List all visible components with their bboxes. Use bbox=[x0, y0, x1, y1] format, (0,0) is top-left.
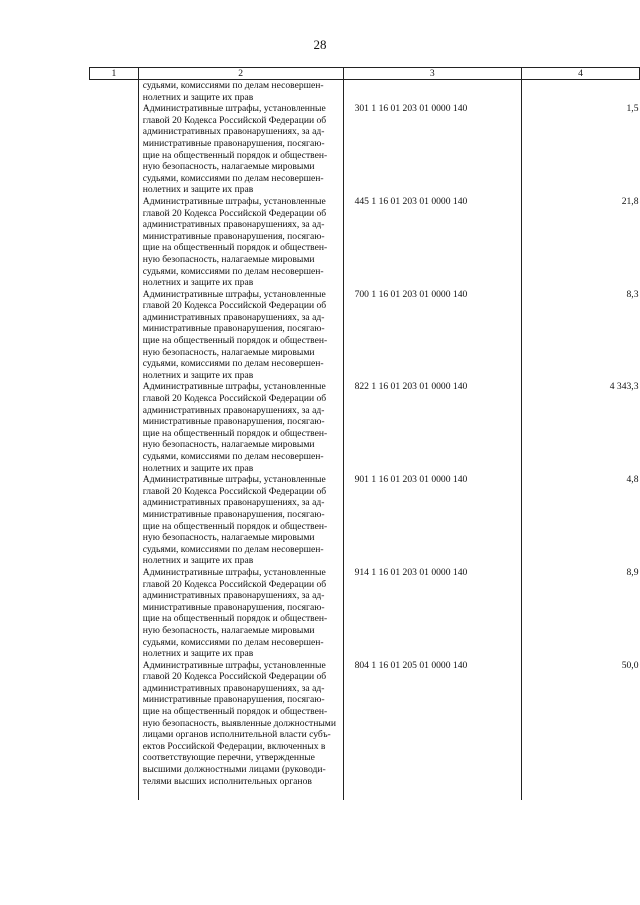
row-number-cell bbox=[90, 80, 139, 104]
income-name-cell: Административные штрафы, установленные главой 20 Кодекса Российской Федерации об административных правонарушениях, за ад- министративные правонарушения, посягаю- щие на общественный порядок и обществен- ную безопасность, налагаемые мировыми судьями, комиссиями по делам несовершен- нолетних и защите их прав bbox=[138, 474, 343, 567]
amount-cell: 8,9 bbox=[626, 566, 639, 578]
table-row bbox=[90, 474, 640, 567]
page-number: 28 bbox=[313, 37, 327, 52]
table-row bbox=[90, 660, 640, 800]
table-row bbox=[90, 196, 640, 289]
row-number-cell bbox=[90, 103, 139, 196]
table-header-row bbox=[90, 68, 640, 80]
budget-code-cell: 700 1 16 01 203 01 0000 140 bbox=[343, 289, 522, 382]
amount-cell: 8,3 bbox=[626, 288, 639, 300]
row-number-cell bbox=[90, 196, 139, 289]
income-name-cell: Административные штрафы, установленные главой 20 Кодекса Российской Федерации об административных правонарушениях, за ад- министративные правонарушения, посягаю- щие на общественный порядок и обществен- ную безопасность, налагаемые мировыми судьями, комиссиями по делам несовершен- нолетних и защите их прав bbox=[138, 567, 343, 660]
income-name-cell: Административные штрафы, установленные главой 20 Кодекса Российской Федерации об административных правонарушениях, за ад- министративные правонарушения, посягаю- щие на общественный порядок и обществен- ную безопасность, налагаемые мировыми судьями, комиссиями по делам несовершен- нолетних и защите их прав bbox=[138, 289, 343, 382]
budget-code-cell: 914 1 16 01 203 01 0000 140 bbox=[343, 567, 522, 660]
income-name-cell: Административные штрафы, установленные главой 20 Кодекса Российской Федерации об административных правонарушениях, за ад- министративные правонарушения, посягаю- щие на общественный порядок и обществен- ную безопасность, налагаемые мировыми судьями, комиссиями по делам несовершен- нолетних и защите их прав bbox=[138, 196, 343, 289]
column-header: 4 bbox=[522, 68, 640, 80]
income-name-cell: Административные штрафы, установленные главой 20 Кодекса Российской Федерации об административных правонарушениях, за ад- министративные правонарушения, посягаю- щие на общественный порядок и обществен- ную безопасность, выявленные должностными лицами органов исполнительной власти субъ- ектов Российской Федерации, включенных в соответствующие перечни, утвержденные высшими должностными лицами (руководи- телями высших исполнительных органов bbox=[138, 660, 343, 800]
table-row bbox=[90, 80, 640, 104]
amount-cell: 4,8 bbox=[626, 474, 639, 486]
table-row bbox=[90, 567, 640, 660]
amount-cell: 50,0 bbox=[621, 659, 639, 671]
budget-table bbox=[89, 67, 640, 800]
row-number-cell bbox=[90, 660, 139, 800]
income-name-cell: Административные штрафы, установленные главой 20 Кодекса Российской Федерации об административных правонарушениях, за ад- министративные правонарушения, посягаю- щие на общественный порядок и обществен- ную безопасность, налагаемые мировыми судьями, комиссиями по делам несовершен- нолетних и защите их прав bbox=[138, 103, 343, 196]
amount-cell: 4 343,3 bbox=[609, 381, 639, 393]
amount-cell: 1,5 bbox=[626, 103, 639, 115]
income-name-cell: судьями, комиссиями по делам несовершен- нолетних и защите их прав bbox=[138, 80, 343, 104]
budget-code-cell: 804 1 16 01 205 01 0000 140 bbox=[343, 660, 522, 800]
column-header: 1 bbox=[90, 68, 139, 80]
income-name-cell: Административные штрафы, установленные главой 20 Кодекса Российской Федерации об административных правонарушениях, за ад- министративные правонарушения, посягаю- щие на общественный порядок и обществен- ную безопасность, налагаемые мировыми судьями, комиссиями по делам несовершен- нолетних и защите их прав bbox=[138, 381, 343, 474]
amount-cell: 21,8 bbox=[621, 195, 639, 207]
column-header: 3 bbox=[343, 68, 522, 80]
table-row bbox=[90, 289, 640, 382]
budget-code-cell: 301 1 16 01 203 01 0000 140 bbox=[343, 103, 522, 196]
table-row bbox=[90, 381, 640, 474]
row-number-cell bbox=[90, 474, 139, 567]
budget-code-cell: 901 1 16 01 203 01 0000 140 bbox=[343, 474, 522, 567]
amount-cell bbox=[522, 80, 640, 104]
row-number-cell bbox=[90, 289, 139, 382]
budget-code-cell: 445 1 16 01 203 01 0000 140 bbox=[343, 196, 522, 289]
budget-code-cell bbox=[343, 80, 522, 104]
row-number-cell bbox=[90, 567, 139, 660]
budget-code-cell: 822 1 16 01 203 01 0000 140 bbox=[343, 381, 522, 474]
table-row bbox=[90, 103, 640, 196]
column-header: 2 bbox=[138, 68, 343, 80]
row-number-cell bbox=[90, 381, 139, 474]
